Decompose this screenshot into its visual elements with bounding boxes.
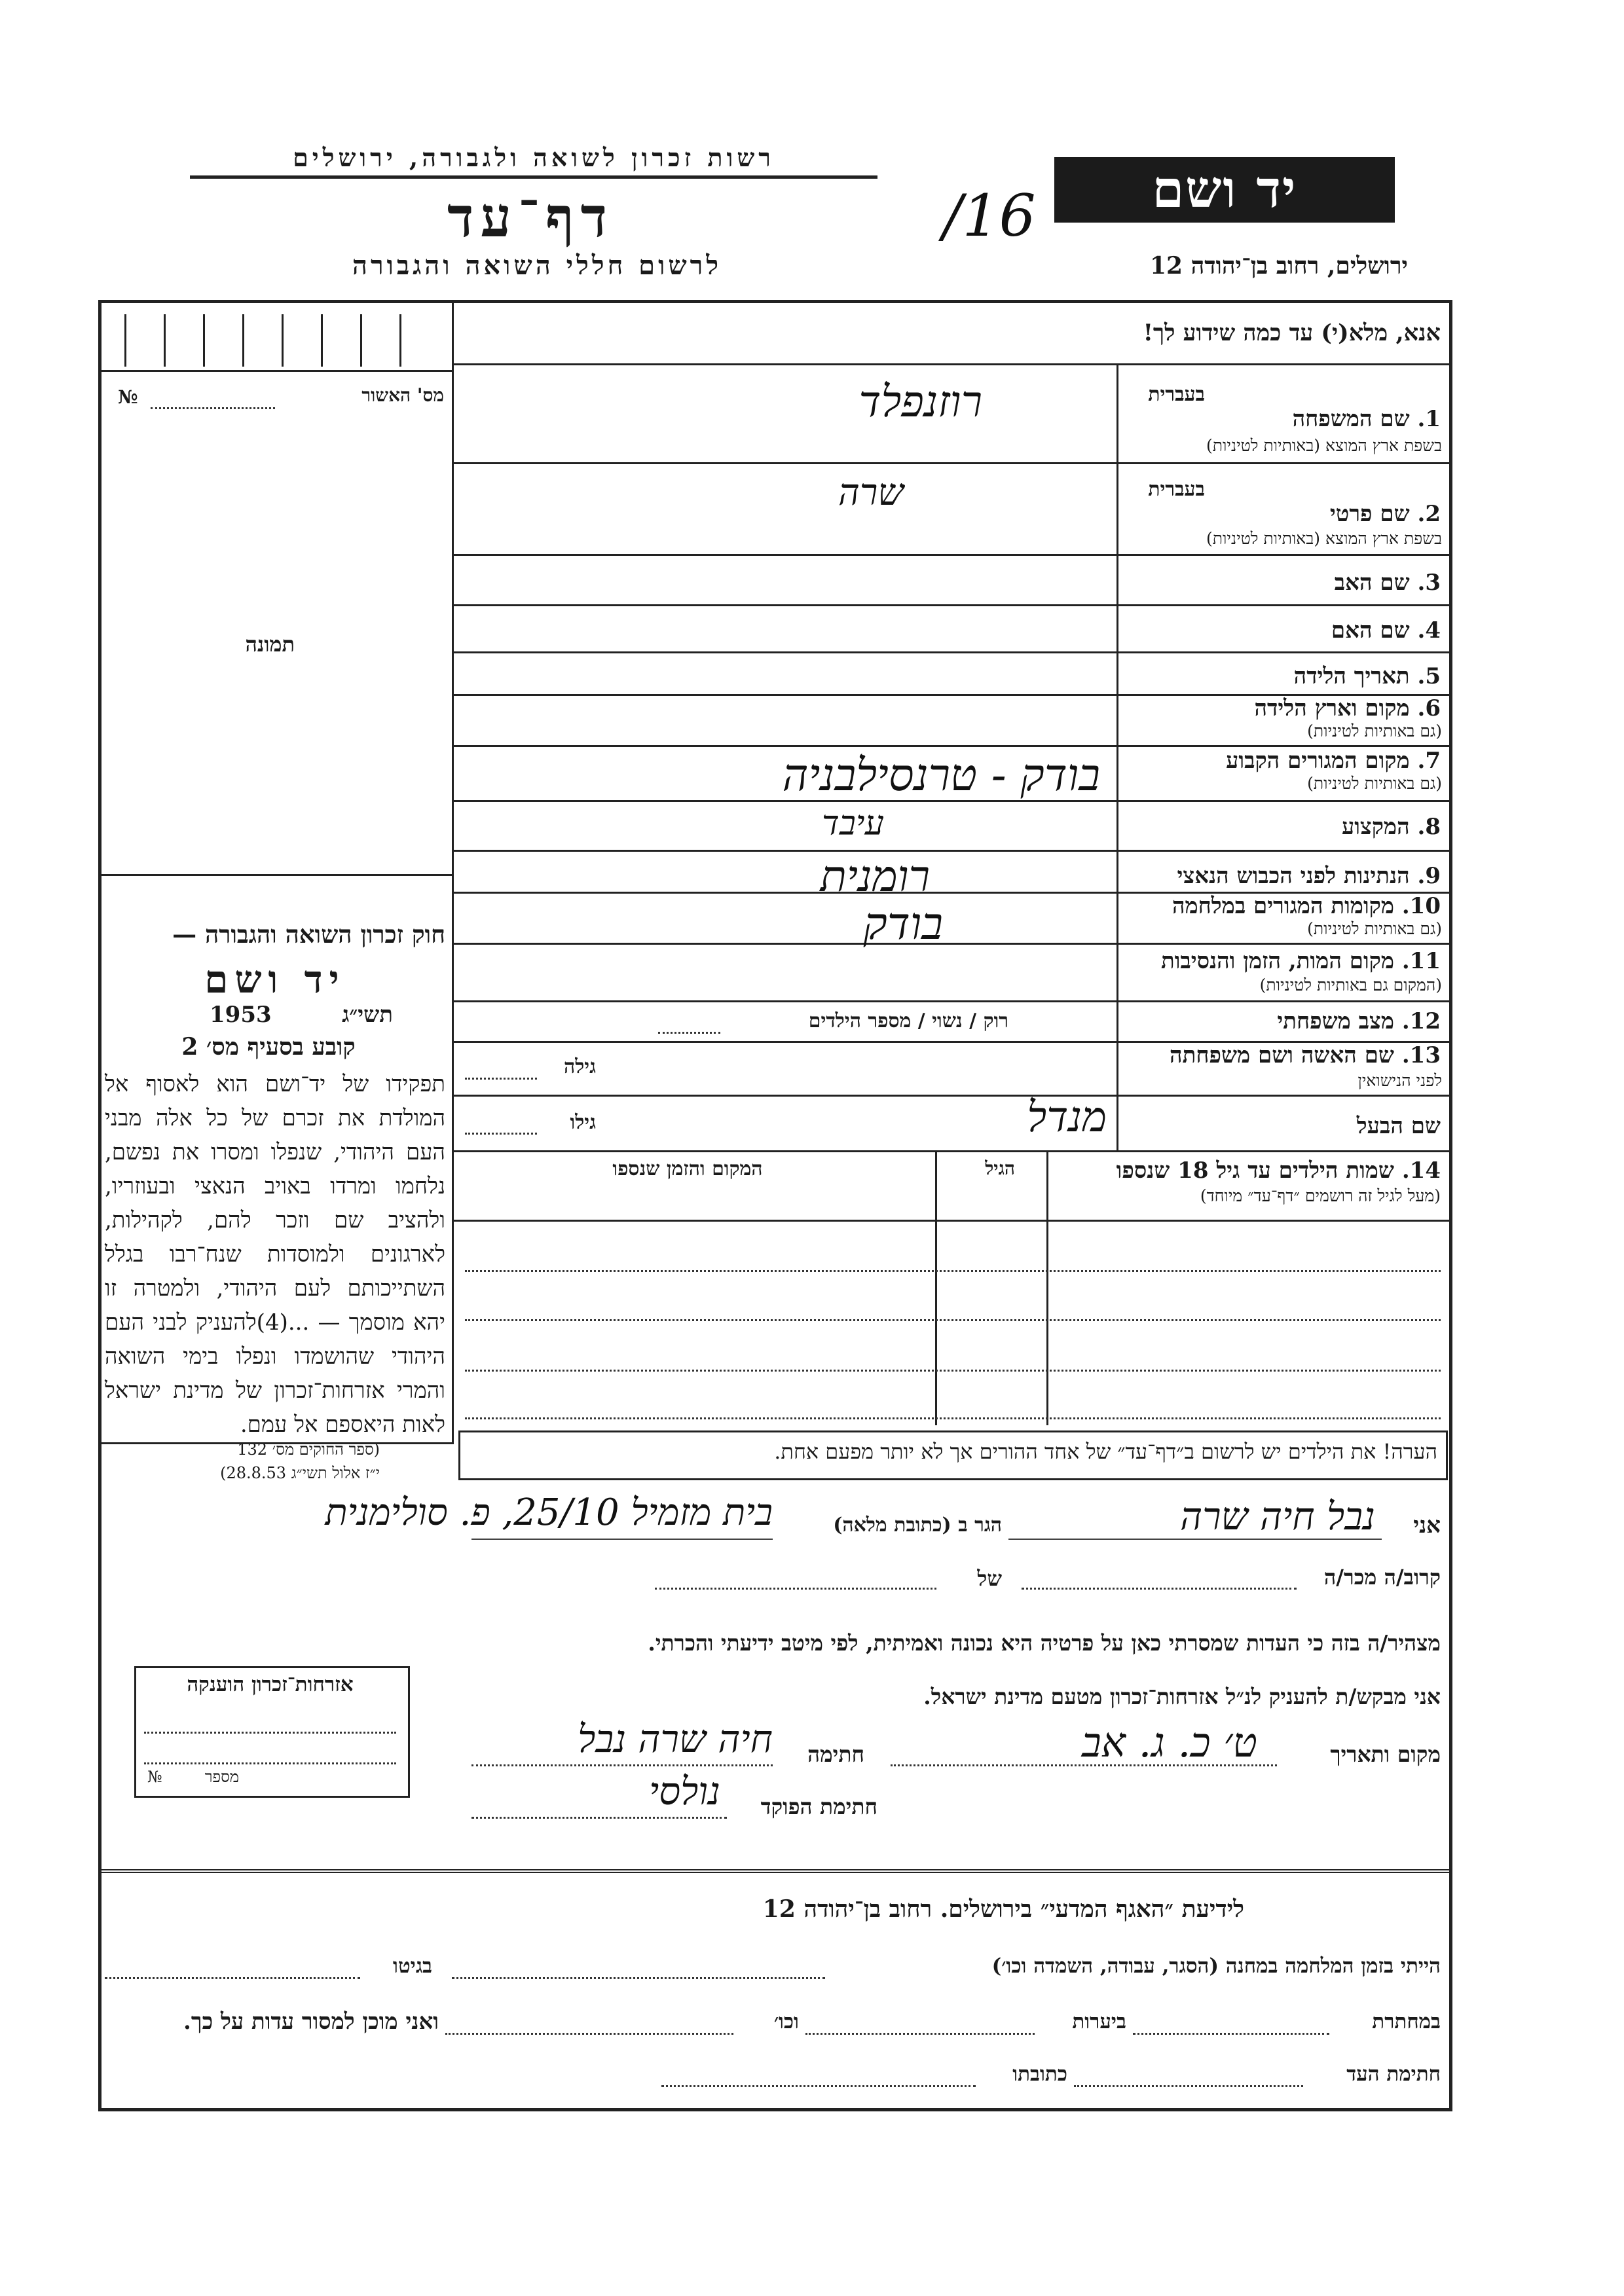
- field-7-sub: (גם באותיות לטיניות): [1307, 774, 1442, 793]
- footer-line2-d: ואני מוכן למסור עדות על כך.: [183, 2009, 439, 2035]
- field-7-label: 7. מקום המגורים הקבוע: [1226, 748, 1441, 774]
- decl-of: של: [977, 1566, 1002, 1591]
- note-text: הערה! את הילדים יש לרשום ב״דף־עד״ של אחד ההורים אך לא יותר מפעם אחת.: [774, 1439, 1437, 1464]
- place-date-value[interactable]: ט׳ כ. ג. אב: [1081, 1719, 1257, 1766]
- children-row-1: [465, 1270, 1441, 1272]
- footer-line2-c: וכו׳: [773, 2010, 799, 2033]
- footer-ghetto-dots: [105, 1977, 360, 1979]
- children-label: 14. שמות הילדים עד גיל 18 שנספו: [1116, 1157, 1441, 1184]
- field-13-sub: לפני הנישואין: [1357, 1071, 1442, 1090]
- decl-address-line: [471, 1539, 773, 1540]
- frame-top: [98, 300, 1450, 303]
- decl-name-line: [1008, 1539, 1382, 1540]
- children-col-sep-1: [1046, 1150, 1048, 1425]
- page-subtitle: לרשום חללי השואה והגבורה: [352, 250, 722, 281]
- husband-name-value[interactable]: מנדל: [1027, 1093, 1107, 1142]
- footer-line2-b: ביערות: [1072, 2010, 1126, 2033]
- tag-hebrew-2: בעברית: [1148, 478, 1205, 501]
- field-3-label: 3. שם האב: [1334, 570, 1441, 596]
- children-sub: (מעל לגיל זה רושמים ״דף־עד״ מיוחד): [1200, 1186, 1441, 1205]
- decl-relative-dots: [1022, 1588, 1297, 1590]
- approval-label: מס' האשור: [361, 384, 444, 406]
- nationality-value[interactable]: רומנית: [820, 851, 930, 902]
- field-11-label: 11. מקום המות, הזמן והנסיבות: [1160, 948, 1441, 974]
- surname-value[interactable]: רוזנפלד: [858, 376, 982, 427]
- authority-underline: [190, 175, 877, 179]
- field-8-label: 8. המקצוע: [1341, 814, 1441, 840]
- children-col-place: המקום והזמן שנספו: [612, 1157, 763, 1180]
- officer-signature-label: חתימת הפוקד: [760, 1794, 877, 1819]
- approval-dots: [151, 407, 275, 409]
- field-2-sub: בשפת ארץ המוצא (באותיות לטיניות): [1206, 529, 1442, 548]
- row-rule-11: [452, 1000, 1450, 1002]
- place-date-label: מקום ותאריך: [1330, 1741, 1441, 1767]
- children-col-age: הגיל: [985, 1157, 1015, 1179]
- law-title: חוק זכרון השואה והגבורה —: [172, 920, 445, 949]
- husband-age-label: גילו: [570, 1111, 596, 1134]
- footer-witness-dots: [1074, 2085, 1303, 2087]
- row-rule-8: [452, 850, 1450, 852]
- children-count-dots: [658, 1032, 720, 1034]
- residence-value[interactable]: בודק - טרנסילבניה: [782, 750, 1100, 801]
- officer-signature-value[interactable]: נולסי: [648, 1769, 720, 1813]
- law-text: תפקידו של יד־ושם הוא לאסוף אל המולדת את זכרם של כל אלה מבני העם היהודי, שנפלו ומסרו את נפשם, נלחמו ומרדו באויב הנאצי ובעוזריו, ולהציב שם וזכר להם, לקהילות, לארגונים ולמוסדות שנח־רבו בגלל השתייכותם לעם היהודי, ולמטרה זו יהא מוסמך — ...(4)להעניק לבני העם היהודי שהושמדו ונפלו בימי השואה והמרי אזרחות־זכרון של מדינת ישראל לאות היאספם אל עמם.: [105, 1071, 445, 1438]
- field-9-label: 9. הנתינות לפני הכבוש הנאצי: [1177, 863, 1441, 889]
- law-name: יד ושם: [204, 957, 346, 1002]
- field-5-label: 5. תאריך הלידה: [1293, 663, 1441, 689]
- field-6-sub: (גם באותיות לטיניות): [1307, 721, 1442, 740]
- footer-forest-dots: [805, 2033, 1035, 2035]
- citizenship-no: №: [147, 1768, 162, 1786]
- decl-address-value[interactable]: בית מזמיל 25/10, פ. סולימנית: [325, 1491, 773, 1534]
- husband-label: שם הבעל: [1356, 1113, 1441, 1139]
- field-13-label: 13. שם האשה ושם משפחתה: [1170, 1042, 1441, 1068]
- frame-left: [98, 300, 101, 2110]
- wife-age-label: גילה: [563, 1055, 596, 1078]
- row-rule-13: [452, 1095, 1450, 1097]
- field-4-label: 4. שם האם: [1331, 617, 1441, 644]
- decl-request: אני מבקש/ת להעניק לנ״ל אזרחות־זכרון מטעם מדינת ישראל.: [923, 1684, 1441, 1709]
- field-11-sub: (המקום גם באותיות לטיניות): [1259, 975, 1442, 994]
- footer-line3-a: חתימת העד: [1346, 2062, 1441, 2086]
- page-title: דף־עד: [447, 185, 614, 249]
- profession-value[interactable]: עיבד: [822, 804, 884, 843]
- field-6-label: 6. מקום וארץ הלידה: [1254, 695, 1441, 721]
- address-line: ירושלים, רחוב בן־יהודה 12: [1149, 252, 1408, 280]
- sidebar-top-rule: [98, 370, 454, 372]
- citizenship-number-label: מספר: [204, 1768, 239, 1786]
- photo-box-rule: [98, 874, 454, 876]
- citizenship-dots-1: [144, 1732, 396, 1734]
- signature-label: חתימה: [807, 1741, 864, 1767]
- row-rule-4: [452, 651, 1450, 653]
- authority-line: רשות זכרון לשואה ולגבורה, ירושלים: [293, 143, 775, 172]
- footer-line3-b: כתובתו: [1012, 2062, 1067, 2086]
- husband-age-dots: [465, 1133, 537, 1135]
- footer-etc-dots: [445, 2033, 733, 2035]
- approval-no: №: [118, 386, 138, 408]
- footer-camp-dots: [452, 1977, 825, 1979]
- decl-ani: אני: [1413, 1512, 1441, 1539]
- decl-gar-b: הגר ב (כתובת מלאה): [833, 1514, 1002, 1537]
- field-10-sub: (גם באותיות לטיניות): [1307, 919, 1442, 938]
- wartime-residence-value[interactable]: בודק: [863, 898, 943, 950]
- citizenship-dots-2: [144, 1762, 396, 1764]
- footer-address-dots: [661, 2085, 976, 2087]
- plea-text: אנא, מלא(י) עד כמה שידוע לך!: [1143, 319, 1441, 346]
- decl-of-dots: [655, 1588, 936, 1590]
- row-rule-1: [452, 462, 1450, 464]
- law-source-2: י״ז אלול תשי״ג 28.8.53): [220, 1464, 380, 1482]
- row-rule-3: [452, 604, 1450, 606]
- footer-line1-b: בגיטו: [393, 1954, 432, 1978]
- footer-line1-a: הייתי בזמן המלחמה במחנה (הסגר, עבודה, השמדה וכו׳): [991, 1954, 1441, 1978]
- children-row-4: [465, 1417, 1441, 1419]
- law-clause: קובע בסעיף מס׳ 2: [181, 1033, 356, 1061]
- law-year-heb: תשי״ג: [342, 1002, 393, 1028]
- frame-bottom: [98, 2108, 1452, 2111]
- field-2-label: 2. שם פרטי: [1329, 501, 1441, 527]
- sidebar-separator: [452, 300, 454, 1442]
- footer-line2-a: במחתרת: [1372, 2010, 1441, 2033]
- signature-value[interactable]: חיה שרה נבל: [578, 1717, 773, 1761]
- field-12-label: 12. מצב משפחתי: [1277, 1008, 1441, 1034]
- marital-status-options[interactable]: רוק / נשוי / מספר הילדים: [808, 1010, 1008, 1032]
- row-rule-14: [452, 1150, 1450, 1152]
- declaration-rule: [98, 1442, 454, 1444]
- plea-rule: [452, 363, 1450, 365]
- handwritten-file-mark: /16: [943, 182, 1036, 249]
- code-boxes: [124, 314, 439, 367]
- footer-underground-dots: [1133, 2033, 1329, 2035]
- children-col-sep-2: [935, 1150, 937, 1425]
- law-year-greg: 1953: [210, 1002, 272, 1028]
- citizenship-box-title: אזרחות־זכרון הוענקה: [187, 1673, 354, 1696]
- tag-hebrew-1: בעברית: [1148, 383, 1205, 406]
- footer-divider: [98, 1869, 1452, 1873]
- children-rule-top: [452, 1220, 1450, 1222]
- field-1-sub: בשפת ארץ המוצא (באותיות לטיניות): [1206, 436, 1442, 455]
- row-rule-2: [452, 554, 1450, 556]
- officer-signature-dots: [471, 1817, 727, 1819]
- row-rule-10: [452, 943, 1450, 945]
- signature-dots: [471, 1764, 773, 1766]
- children-row-3: [465, 1370, 1441, 1372]
- label-separator: [1116, 363, 1118, 1152]
- field-1-label: 1. שם המשפחה: [1292, 406, 1441, 432]
- footer-title: לידיעת ״האגף המדעי״ בירושלים. רחוב בן־יהודה 12: [762, 1895, 1244, 1923]
- decl-name-value[interactable]: נבל חיה שרה: [1180, 1494, 1375, 1539]
- decl-relative: קרוב/ה מכר/ה: [1323, 1565, 1441, 1590]
- photo-label: תמונה: [245, 632, 295, 657]
- decl-statement: מצהיר/ה בזה כי העדות שמסרתי כאן על פרטיה היא נכונה ואמיתית, לפי מיטב ידיעתי והכרתי.: [648, 1630, 1441, 1656]
- frame-right: [1449, 300, 1452, 2110]
- children-row-2: [465, 1319, 1441, 1321]
- wife-age-dots: [465, 1078, 537, 1080]
- field-10-label: 10. מקומות המגורים במלחמה: [1172, 893, 1441, 919]
- firstname-value[interactable]: שרה: [838, 471, 904, 514]
- row-rule-6: [452, 745, 1450, 747]
- yad-vashem-logo: יד ושם: [1054, 157, 1395, 223]
- law-source-1: (ספר החוקים מס׳ 132: [237, 1440, 380, 1459]
